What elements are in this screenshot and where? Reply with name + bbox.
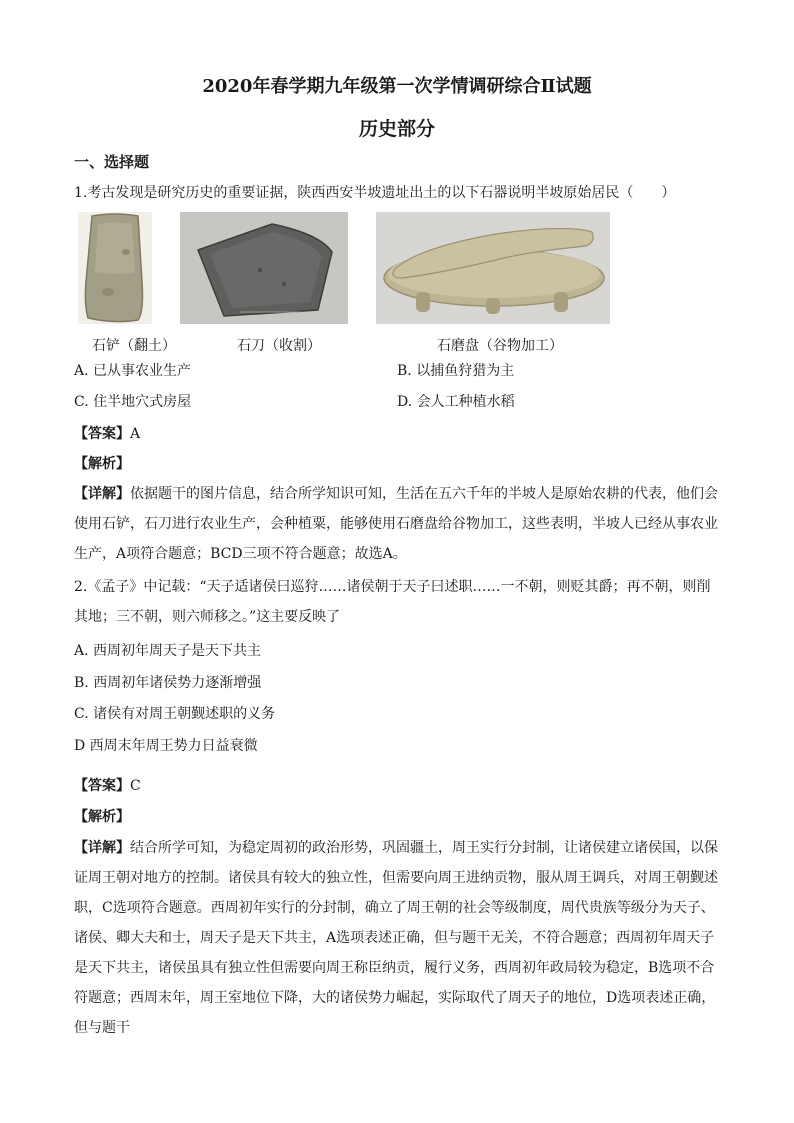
q1-answer	[74, 423, 140, 443]
answer-label: 【答案】	[74, 778, 130, 794]
q2-answer	[74, 775, 141, 795]
answer-value: C	[130, 778, 141, 794]
caption-grinding-slab: 石磨盘（谷物加工）	[437, 338, 563, 354]
page-title: 2020年春学期九年级第一次学情调研综合Ⅱ试题	[202, 76, 592, 97]
q1-option-a: A. 已从事农业生产	[74, 363, 192, 379]
detail-text: 依据题干的图片信息，结合所学知识可知，生活在五六千年的半坡人是原始农耕的代表，他们会使用石铲，石刀进行农业生产，会种植粟，能够使用石磨盘给谷物加工，这些表明，半坡人已经从事农业生产，A项符合题意；BCD三项不符合题意；故选A。	[74, 486, 718, 562]
grinding-slab-image	[376, 212, 610, 324]
q1-analysis-label: 【解析】	[74, 456, 130, 472]
stone-knife-image	[180, 212, 348, 324]
q1-option-c: C. 住半地穴式房屋	[74, 394, 192, 410]
q1-detail	[74, 479, 722, 569]
q1-option-b: B. 以捕鱼狩猎为主	[397, 363, 515, 379]
q2-option-b: B. 西周初年诸侯势力逐渐增强	[74, 675, 262, 691]
stone-shovel-drawing	[78, 212, 152, 324]
question-2-stem: 2.《孟子》中记载：“天子适诸侯曰巡狩……诸侯朝于天子曰述职……一不朝，则贬其爵；再不朝，则削其地；三不朝，则六师移之。”这主要反映了	[74, 579, 711, 625]
detail-label: 【详解】	[74, 486, 130, 502]
q2-option-c: C. 诸侯有对周王朝觐述职的义务	[74, 706, 276, 722]
q2-analysis-label: 【解析】	[74, 809, 130, 825]
stone-knife-drawing	[180, 212, 348, 324]
q1-option-d: D. 会人工种植水稻	[397, 394, 515, 410]
caption-stone-knife: 石刀（收割）	[237, 338, 321, 354]
question-1-stem: 1.考古发现是研究历史的重要证据，陕西西安半坡遗址出土的以下石器说明半坡原始居民（ ）	[74, 185, 676, 201]
detail-text: 结合所学可知，为稳定周初的政治形势，巩固疆土，周王实行分封制，让诸侯建立诸侯国，以保证周王朝对地方的控制。诸侯具有较大的独立性，但需要向周王进纳贡物，服从周王调兵，对周王朝觐述职，C选项符合题意。西周初年实行的分封制，确立了周王朝的社会等级制度，周代贵族等级分为天子、诸侯、卿大夫和士，周天子是天下共主，A选项表述正确，但与题干无关，不符合题意；西周初年周天子是天下共主，诸侯虽具有独立性但需要向周王称臣纳贡，履行义务，西周初年政局较为稳定，B选项不合符题意；西周末年，周王室地位下降，大的诸侯势力崛起，实际取代了周天子的地位，D选项表述正确，但与题干	[74, 840, 718, 1036]
answer-label: 【答案】	[74, 426, 130, 442]
detail-label: 【详解】	[74, 840, 130, 856]
grinding-slab-drawing	[376, 212, 610, 324]
page-subtitle: 历史部分	[358, 118, 435, 140]
stone-shovel-image	[78, 212, 152, 324]
q2-detail	[74, 833, 722, 1043]
q2-option-d: D 西周末年周王势力日益衰微	[74, 738, 258, 754]
q2-option-a: A. 西周初年周天子是天下共主	[74, 643, 262, 659]
caption-stone-shovel: 石铲（翻土）	[92, 338, 176, 354]
section-heading: 一、选择题	[74, 153, 150, 171]
answer-value: A	[130, 426, 141, 442]
